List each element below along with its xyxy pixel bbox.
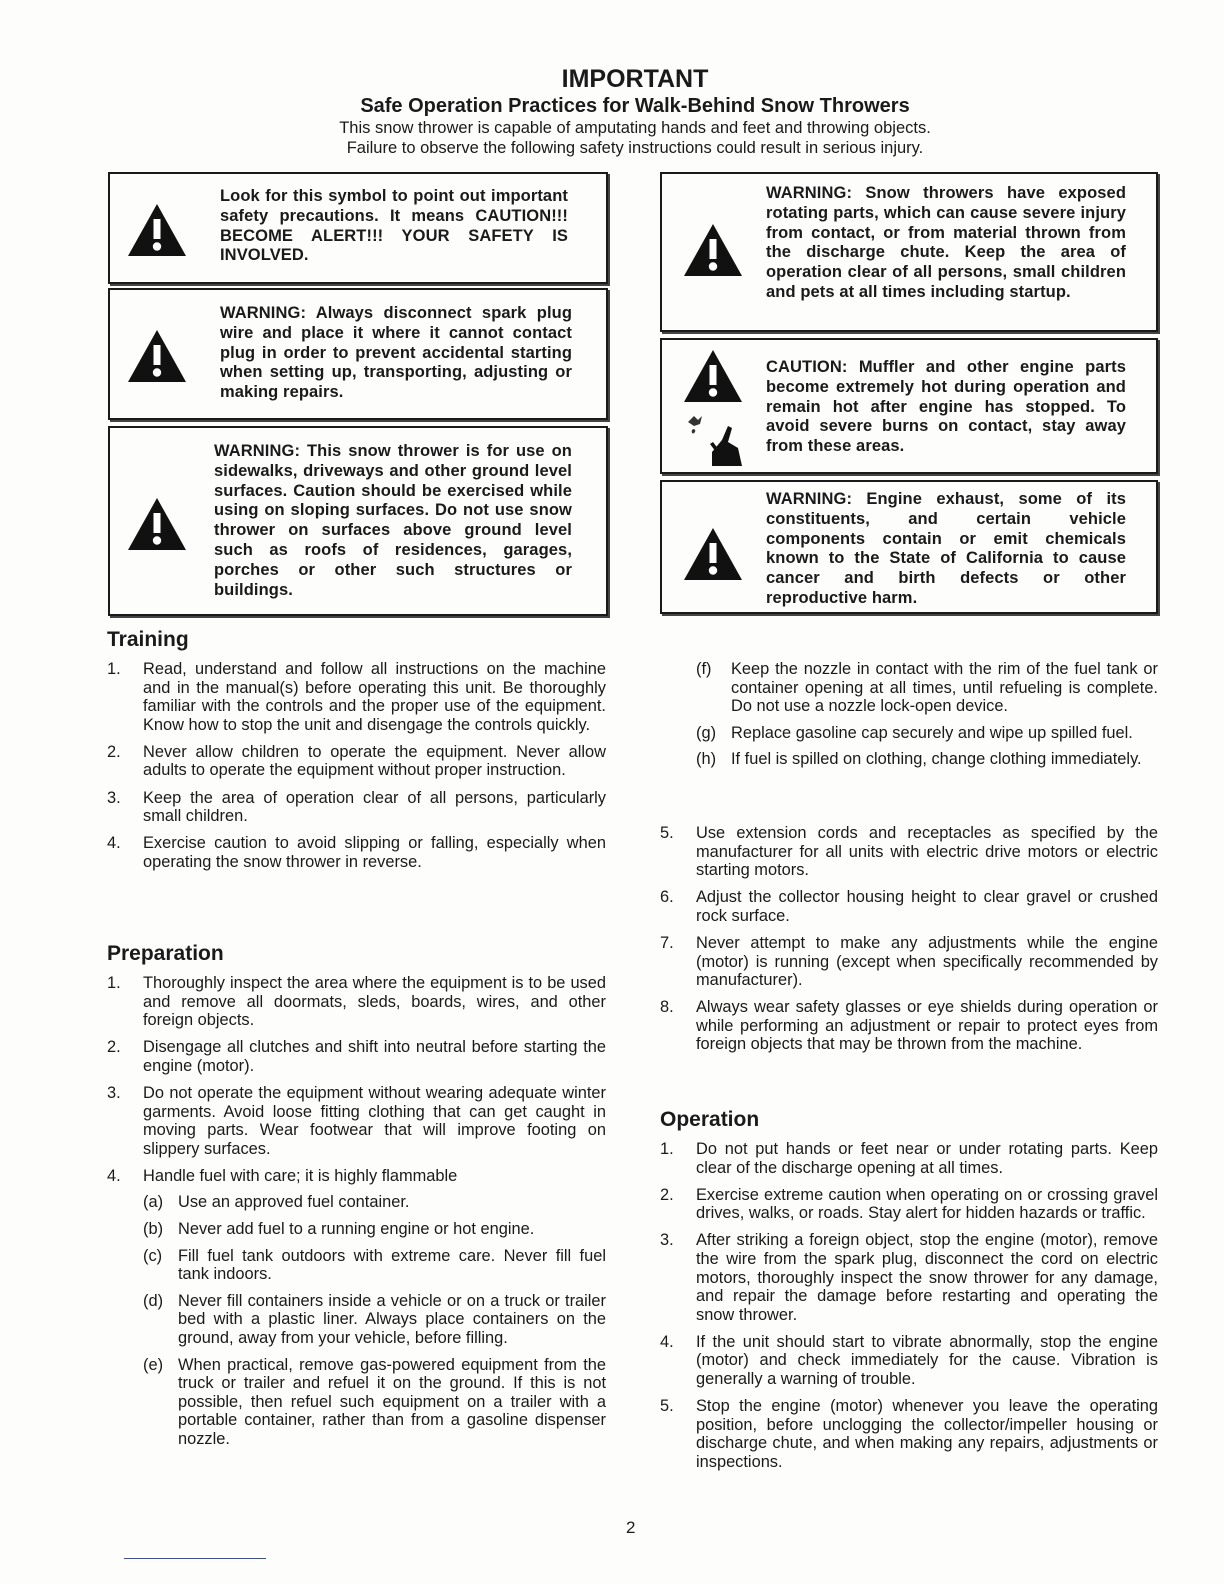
item-text: Keep the nozzle in contact with the rim of the fuel tank or container opening at all times, until refueling is complete. Do not use a nozzle lock-open device. [731, 660, 1158, 716]
intro-line-2: Failure to observe the following safety instructions could result in serious injury. [346, 139, 924, 157]
hot-surface-hand-icon [682, 412, 746, 470]
item-text: Exercise caution to avoid slipping or falling, especially when operating the snow thrower in reverse. [143, 834, 606, 871]
list-item [107, 834, 606, 871]
list-item [107, 1038, 606, 1075]
spark-plug-warning-text: WARNING: Always disconnect spark plug wire and place it where it cannot contact plug in order to prevent accidental starting when setting up, transporting, adjusting or making repairs. [220, 304, 572, 402]
spark-plug-warning-box [108, 288, 608, 420]
item-number: (h) [696, 750, 717, 769]
list-item [660, 1231, 1158, 1324]
item-text: If fuel is spilled on clothing, change clothing immediately. [731, 750, 1142, 769]
list-item [107, 974, 606, 1030]
page-header [0, 64, 1224, 158]
item-text: When practical, remove gas-powered equipment from the truck or trailer and refuel it on the ground. If this is not possible, then refuel such equipment on a trailer with a portable container, rather than from a gasoline dispenser nozzle. [178, 1355, 606, 1448]
item-number: 1. [107, 974, 121, 992]
sub-list-item [696, 724, 1158, 743]
list-item [107, 1083, 606, 1158]
surfaces-warning-box [108, 426, 608, 616]
item-number: (g) [696, 723, 717, 742]
muffler-caution-box [660, 338, 1158, 474]
fuel-sub-list [143, 1193, 606, 1448]
item-number: 5. [660, 824, 674, 842]
list-item [660, 1332, 1158, 1389]
item-text: After striking a foreign object, stop the engine (motor), remove the wire from the spark plug, disconnect the cord on electric motors, thoroughly inspect the snow thrower for any damage, and repair the damage before restarting and operating the snow thrower. [696, 1231, 1158, 1324]
symbol-notice-text: Look for this symbol to point out important safety precautions. It means CAUTION!!! BECOME ALERT!!! YOUR SAFETY IS INVOLVED. [220, 187, 568, 265]
warning-triangle-icon [682, 222, 744, 278]
item-text: Do not operate the equipment without wearing adequate winter garments. Avoid loose fitting clothing that can get caught in moving parts. Wear footwear that will improve footing on slippery surfaces. [143, 1083, 606, 1158]
item-number: (a) [143, 1193, 164, 1212]
item-number: 8. [660, 998, 674, 1017]
item-number: 7. [660, 933, 674, 952]
item-text: Never add fuel to a running engine or hot engine. [178, 1220, 535, 1239]
item-text: Use extension cords and receptacles as specified by the manufacturer for all units with electric drive motors or electric starting motors. [696, 824, 1158, 880]
list-item [107, 660, 606, 734]
muffler-caution-text: CAUTION: Muffler and other engine parts become extremely hot during operation and remain hot after engine has stopped. To avoid severe burns on contact, stay away from these areas. [766, 358, 1126, 456]
rotating-parts-warning-text: WARNING: Snow throwers have exposed rotating parts, which can cause severe injury from contact, or from material thrown from the discharge chute. Keep the area of operation clear of all persons, small children and pets at all times including startup. [766, 184, 1126, 301]
item-text: Exercise extreme caution when operating on or crossing gravel drives, walks, or roads. Stay alert for hidden hazards or traffic. [696, 1185, 1158, 1223]
item-number: 3. [107, 788, 121, 807]
list-item [660, 1397, 1158, 1471]
symbol-notice-box [108, 172, 608, 284]
item-number: 3. [660, 1231, 674, 1250]
item-text: Always wear safety glasses or eye shields during operation or while performing an adjustment or repair to protect eyes from foreign objects that may be thrown from the machine. [696, 998, 1158, 1054]
sub-list-item [696, 660, 1158, 716]
list-item [660, 824, 1158, 880]
item-text: Replace gasoline cap securely and wipe up spilled fuel. [731, 723, 1133, 742]
page-number: 2 [626, 1518, 636, 1537]
item-number: (b) [143, 1220, 164, 1239]
exhaust-warning-text: WARNING: Engine exhaust, some of its constituents, and certain vehicle components contain or emit chemicals known to the State of California to cause cancer and birth defects or other reproductive harm. [766, 490, 1126, 607]
operation-heading: Operation [660, 1108, 760, 1131]
item-text: Adjust the collector housing height to clear gravel or crushed rock surface. [696, 888, 1158, 925]
preparation-heading: Preparation [107, 942, 224, 965]
list-item [660, 933, 1158, 990]
item-text: Fill fuel tank outdoors with extreme care. Never fill fuel tank indoors. [178, 1246, 606, 1284]
preparation-list-continued [660, 824, 1158, 1063]
item-number: (e) [143, 1355, 164, 1374]
list-item [660, 998, 1158, 1054]
item-text: Stop the engine (motor) whenever you leave the operating position, before unclogging the collector/impeller housing or discharge chute, and when making any repairs, adjustments or inspections. [696, 1397, 1158, 1471]
item-number: 2. [107, 1038, 121, 1057]
training-heading: Training [107, 628, 189, 651]
preparation-list [107, 974, 606, 1457]
item-text: Never attempt to make any adjustments while the engine (motor) is running (except when specifically recommended by manufacturer). [696, 933, 1158, 990]
list-item [107, 788, 606, 826]
item-number: 2. [107, 742, 121, 761]
item-number: 6. [660, 888, 674, 907]
item-text: Use an approved fuel container. [178, 1193, 410, 1212]
item-text: Disengage all clutches and shift into neutral before starting the engine (motor). [143, 1038, 606, 1075]
operation-list [660, 1140, 1158, 1480]
warning-triangle-icon [126, 328, 188, 384]
sub-list-item [696, 750, 1158, 769]
item-text: Thoroughly inspect the area where the equipment is to be used and remove all doormats, sleds, boards, wires, and other foreign objects. [143, 974, 606, 1030]
warning-triangle-icon [126, 202, 188, 258]
warning-triangle-icon [126, 496, 188, 552]
sub-list-item [143, 1247, 606, 1284]
intro-line-1: This snow thrower is capable of amputating hands and feet and throwing objects. [339, 119, 931, 137]
list-item [660, 1140, 1158, 1177]
training-list [107, 660, 606, 880]
item-text: Handle fuel with care; it is highly flammable [143, 1166, 458, 1185]
item-text: If the unit should start to vibrate abnormally, stop the engine (motor) and check immediately for the cause. Vibration is generally a warning of trouble. [696, 1332, 1158, 1389]
item-number: (f) [696, 660, 712, 678]
item-number: 5. [660, 1397, 674, 1416]
list-item [107, 742, 606, 780]
item-text: Keep the area of operation clear of all persons, particularly small children. [143, 788, 606, 826]
exhaust-warning-box [660, 480, 1158, 614]
item-number: 1. [107, 660, 121, 678]
item-number: 3. [107, 1083, 121, 1102]
sub-list-item [143, 1220, 606, 1239]
fuel-sub-list-continued [696, 660, 1158, 777]
item-text: Never allow children to operate the equipment. Never allow adults to operate the equipment without proper instruction. [143, 742, 606, 780]
footer-rule [124, 1558, 266, 1559]
item-number: (d) [143, 1291, 164, 1310]
sub-list-item [143, 1193, 606, 1212]
list-item [660, 888, 1158, 925]
rotating-parts-warning-box [660, 172, 1158, 332]
item-text: Read, understand and follow all instructions on the machine and in the manual(s) before operating this unit. Be thoroughly familiar with the controls and the proper use of the equipment. Know how to stop the unit and disengage the controls quickly. [143, 660, 606, 734]
sub-list-item [143, 1292, 606, 1348]
warning-triangle-icon [682, 348, 744, 404]
item-number: 4. [107, 834, 121, 853]
list-item [660, 1185, 1158, 1223]
item-number: 2. [660, 1185, 674, 1204]
item-number: 1. [660, 1140, 674, 1158]
warning-triangle-icon [682, 526, 744, 582]
item-text: Never fill containers inside a vehicle or on a truck or trailer bed with a plastic liner. Always place containers on the ground, away from your vehicle, before filling. [178, 1291, 606, 1347]
sub-list-item [143, 1356, 606, 1449]
item-number: (c) [143, 1246, 163, 1265]
list-item [107, 1166, 606, 1449]
page-title: IMPORTANT [561, 65, 709, 93]
surfaces-warning-text: WARNING: This snow thrower is for use on sidewalks, driveways and other ground level surfaces. Caution should be exercised while using on sloping surfaces. Do not use snow thrower on surfaces above ground level such as roofs of residences, garages, porches or other such structures or buildings. [214, 442, 572, 599]
item-text: Do not put hands or feet near or under rotating parts. Keep clear of the discharge opening at all times. [696, 1140, 1158, 1177]
page-subtitle: Safe Operation Practices for Walk-Behind Snow Throwers [360, 95, 910, 117]
item-number: 4. [660, 1332, 674, 1351]
item-number: 4. [107, 1166, 121, 1185]
